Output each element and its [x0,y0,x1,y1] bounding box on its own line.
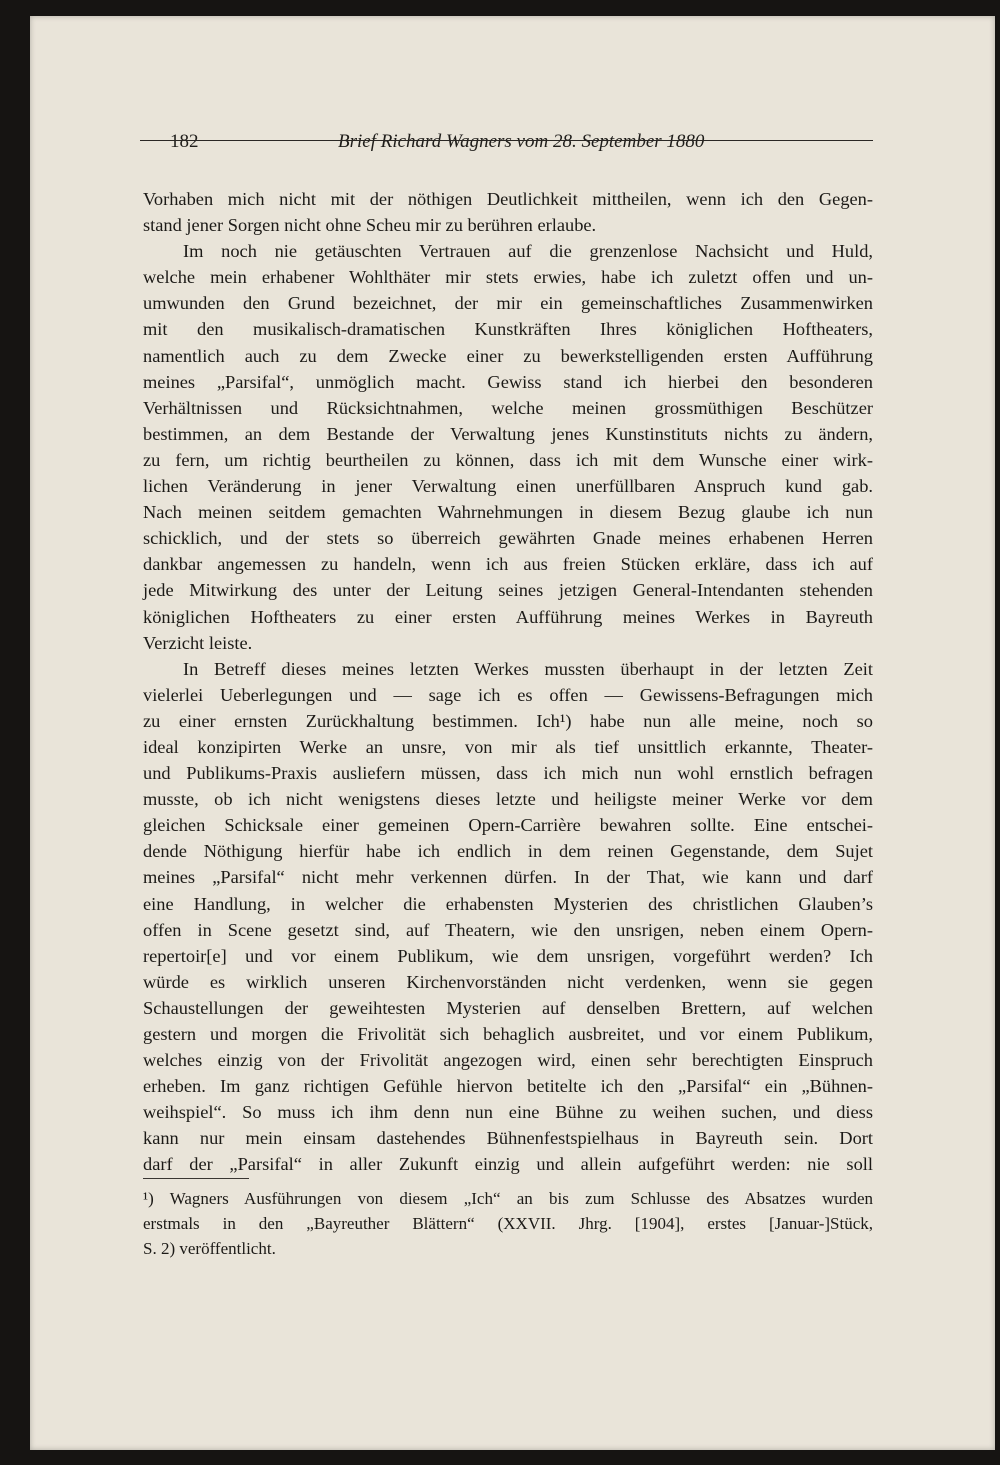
text-line: zu einer ernsten Zurückhaltung bestimmen. Ich¹) habe nun alle meine, noch so [143,710,873,731]
text-line: erheben. Im ganz richtigen Gefühle hiervon betitelte ich den „Parsifal“ ein „Bühnen- [143,1076,873,1097]
text-line: kann nur mein einsam dastehendes Bühnenfestspielhaus in Bayreuth sein. Dort [143,1128,873,1149]
text-line: Schaustellungen der geweihtesten Mysterien auf denselben Brettern, auf welchen [143,997,873,1018]
text-line: namentlich auch zu dem Zwecke einer zu bewerkstelligenden ersten Aufführung [143,345,873,366]
text-line: königlichen Hoftheaters zu einer ersten Aufführung meines Werkes in Bayreuth [143,606,873,627]
text-line: welche mein erhabener Wohlthäter mir stets erwies, habe ich zuletzt offen und un- [143,267,873,288]
text-line: zu fern, um richtig beurtheilen zu können, dass ich mit dem Wunsche einer wirk- [143,449,873,470]
text-line: vielerlei Ueberlegungen und — sage ich es offen — Gewissens-Befragungen mich [143,684,873,705]
text-line: meines „Parsifal“ nicht mehr verkennen dürfen. In der That, wie kann und darf [143,867,873,888]
text-line: umwunden den Grund bezeichnet, der mir ein gemeinschaftliches Zusammenwirken [143,293,873,314]
text-line: eine Handlung, in welcher die erhabensten Mysterien des christlichen Glauben’s [143,893,873,914]
text-line: bestimmen, an dem Bestande der Verwaltung jenes Kunstinstituts nichts zu ändern, [143,423,873,444]
text-line: dende Nöthigung hierfür habe ich endlich in dem reinen Gegenstande, dem Sujet [143,841,873,862]
text-line: Verhältnissen und Rücksichtnahmen, welche meinen grossmüthigen Beschützer [143,397,873,418]
text-line: Im noch nie getäuschten Vertrauen auf die grenzenlose Nachsicht und Huld, [183,241,873,262]
text-line: schicklich, und der stets so überreich gewährten Gnade meines erhabenen Herren [143,528,873,549]
footnote-line: erstmals in den „Bayreuther Blättern“ (XXVII. Jhrg. [1904], erstes [Januar-]Stück, [143,1214,873,1233]
text-line: Verzicht leiste. [143,632,253,653]
text-line: Vorhaben mich nicht mit der nöthigen Deutlichkeit mittheilen, wenn ich den Gegen- [143,189,873,209]
footnote-line: S. 2) veröffentlicht. [143,1239,276,1258]
text-line: repertoir[e] und vor einem Publikum, wie dem unsrigen, vorgeführt werden? Ich [143,945,873,966]
running-title: Brief Richard Wagners vom 28. September 1880 [338,131,705,152]
text-line: mit den musikalisch-dramatischen Kunstkräften Ihres königlichen Hoftheaters, [143,319,873,340]
text-line: Nach meinen seitdem gemachten Wahrnehmungen in diesem Bezug glaube ich nun [143,502,873,523]
text-line: weihspiel“. So muss ich ihm denn nun eine Bühne zu weihen suchen, und diess [143,1102,873,1123]
footnote-line: ¹) Wagners Ausführungen von diesem „Ich“ an bis zum Schlusse des Absatzes wurden [143,1189,873,1208]
text-line: In Betreff dieses meines letzten Werkes mussten überhaupt in der letzten Zeit [183,658,873,679]
text-line: und Publikums-Praxis ausliefern müssen, dass ich mich nun wohl ernstlich befragen [143,763,873,784]
text-line: offen in Scene gesetzt sind, auf Theatern, wie den unsrigen, neben einem Opern- [143,919,873,940]
page-number: 182 [170,131,199,152]
text-line: stand jener Sorgen nicht ohne Scheu mir zu berühren erlaube. [143,215,597,236]
text-line: darf der „Parsifal“ in aller Zukunft einzig und allein aufgeführt werden: nie soll [143,1154,873,1175]
text-line: welches einzig von der Frivolität angezogen wird, einen sehr berechtigten Einspruch [143,1050,873,1071]
footnote [143,1186,873,1261]
header-rule [140,140,873,141]
text-line: musste, ob ich nicht wenigstens dieses letzte und heiligste meiner Werke vor dem [143,789,873,810]
text-line: jede Mitwirkung des unter der Leitung seines jetzigen General-Intendanten stehenden [143,580,873,601]
text-line: meines „Parsifal“, unmöglich macht. Gewiss stand ich hierbei den besonderen [143,371,873,392]
text-line: würde es wirklich unseren Kirchenvorständen nicht verdenken, wenn sie gegen [143,971,873,992]
text-line: lichen Veränderung in jener Verwaltung einen unerfüllbaren Anspruch kund gab. [143,476,873,497]
text-line: ideal konzipirten Werke an unsre, von mir als tief unsittlich erkannte, Theater- [143,736,873,757]
text-line: gleichen Schicksale einer gemeinen Opern-Carrière bewahren sollte. Eine entschei- [143,815,873,836]
letter-body [143,186,873,1178]
text-line: dankbar angemessen zu handeln, wenn ich aus freien Stücken erkläre, dass ich auf [143,554,873,575]
footnote-rule [143,1178,249,1179]
text-line: gestern und morgen die Frivolität sich behaglich ausbreitet, und vor einem Publikum, [143,1024,873,1044]
